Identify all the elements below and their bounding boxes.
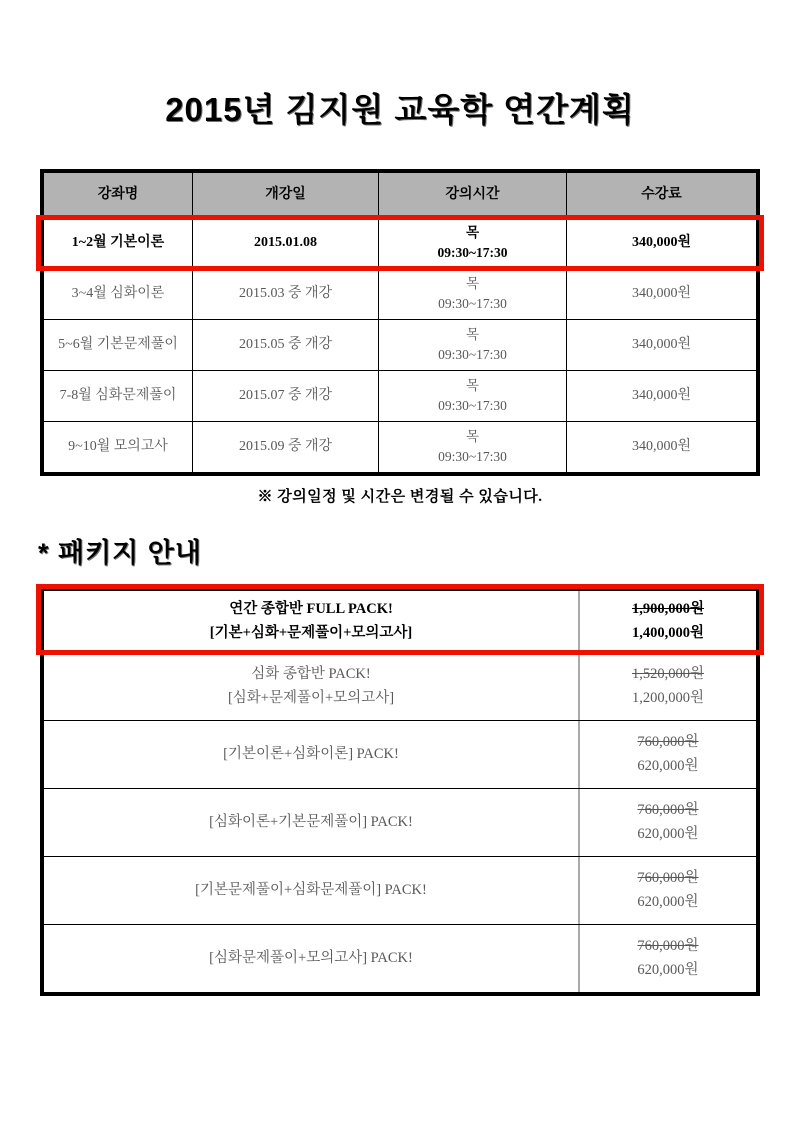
lecture-time-cell — [379, 218, 567, 268]
package-price-cell — [580, 591, 756, 652]
original-price: 760,000원 — [637, 733, 699, 750]
package-price-cell — [580, 857, 756, 924]
package-name-line1: [기본문제풀이+심화문제풀이] PACK! — [195, 881, 427, 898]
schedule-table-row — [44, 268, 756, 319]
tuition-fee-cell: 340,000원 — [631, 336, 692, 352]
package-name-line2: [심화+문제풀이+모의고사] — [227, 689, 395, 706]
tuition-fee-cell: 340,000원 — [631, 387, 692, 403]
original-price: 760,000원 — [637, 801, 699, 818]
lecture-time-cell — [379, 371, 567, 421]
tuition-fee-cell: 340,000원 — [631, 285, 692, 301]
package-table-row — [44, 856, 756, 924]
original-price: 760,000원 — [637, 869, 699, 886]
package-table-row — [44, 720, 756, 788]
schedule-table-row — [44, 217, 756, 268]
lecture-day: 목 — [465, 276, 480, 292]
discount-price: 620,000원 — [637, 825, 699, 842]
discount-price: 620,000원 — [637, 893, 699, 910]
lecture-time-cell — [379, 269, 567, 319]
package-name-line1: [심화문제풀이+모의고사] PACK! — [209, 949, 413, 966]
package-price-cell — [580, 721, 756, 788]
column-header-fee: 수강료 — [641, 186, 682, 202]
package-name-line2: [기본+심화+문제풀이+모의고사] — [209, 624, 413, 641]
start-date-cell: 2015.05 중 개강 — [193, 320, 379, 370]
schedule-table-row — [44, 319, 756, 370]
course-name-cell: 5~6월 기본문제풀이 — [44, 320, 193, 370]
package-name-cell — [44, 653, 580, 720]
schedule-table-header-row — [44, 173, 756, 217]
discount-price: 1,200,000원 — [631, 689, 704, 706]
start-date-cell: 2015.03 중 개강 — [193, 269, 379, 319]
course-name-cell: 9~10월 모의고사 — [44, 422, 193, 472]
package-name-cell — [44, 591, 580, 652]
lecture-hours: 09:30~17:30 — [438, 296, 507, 311]
package-section-title: * 패키지 안내 — [38, 538, 202, 568]
start-date-cell: 2015.09 중 개강 — [193, 422, 379, 472]
column-header-course: 강좌명 — [44, 173, 193, 217]
package-price-cell — [580, 653, 756, 720]
lecture-time-cell — [379, 320, 567, 370]
tuition-fee-cell: 340,000원 — [631, 234, 692, 250]
start-date-cell: 2015.07 중 개강 — [193, 371, 379, 421]
package-name-line1: [기본이론+심화이론] PACK! — [223, 745, 399, 762]
original-price: 1,900,000원 — [631, 600, 704, 617]
lecture-hours: 09:30~17:30 — [438, 347, 507, 362]
original-price: 1,520,000원 — [631, 665, 704, 682]
package-name-line1: [심화이론+기본문제풀이] PACK! — [209, 813, 413, 830]
lecture-day: 목 — [465, 378, 480, 394]
package-name-line1: 연간 종합반 FULL PACK! — [229, 600, 393, 617]
original-price: 760,000원 — [637, 937, 699, 954]
discount-price: 620,000원 — [637, 757, 699, 774]
start-date-cell: 2015.01.08 — [193, 218, 379, 268]
schedule-note: ※ 강의일정 및 시간은 변경될 수 있습니다. — [257, 489, 543, 505]
course-name-cell: 3~4월 심화이론 — [44, 269, 193, 319]
discount-price: 620,000원 — [637, 961, 699, 978]
course-name-cell: 7-8월 심화문제풀이 — [44, 371, 193, 421]
package-table-row — [44, 591, 756, 652]
lecture-hours: 09:30~17:30 — [438, 398, 507, 413]
package-price-cell — [580, 789, 756, 856]
tuition-fee-cell: 340,000원 — [631, 438, 692, 454]
page-title: 2015년 김지원 교육학 연간계획 — [165, 91, 635, 128]
column-header-lecture-time: 강의시간 — [379, 173, 567, 217]
package-name-cell — [44, 857, 580, 924]
lecture-day: 목 — [465, 327, 480, 343]
discount-price: 1,400,000원 — [631, 624, 704, 641]
column-header-start-date: 개강일 — [193, 173, 379, 217]
package-table-row — [44, 788, 756, 856]
lecture-day: 목 — [465, 429, 480, 445]
package-table — [40, 587, 760, 996]
course-name-cell: 1~2월 기본이론 — [44, 218, 193, 268]
schedule-table-row — [44, 370, 756, 421]
schedule-table-row — [44, 421, 756, 472]
package-name-cell — [44, 721, 580, 788]
package-name-cell — [44, 789, 580, 856]
package-name-cell — [44, 925, 580, 992]
package-name-line1: 심화 종합반 PACK! — [251, 665, 371, 682]
schedule-table — [40, 169, 760, 476]
package-table-row — [44, 652, 756, 720]
lecture-time-cell — [379, 422, 567, 472]
lecture-day: 목 — [465, 225, 480, 241]
package-table-row — [44, 924, 756, 992]
lecture-hours: 09:30~17:30 — [437, 245, 508, 260]
lecture-hours: 09:30~17:30 — [438, 449, 507, 464]
package-price-cell — [580, 925, 756, 992]
